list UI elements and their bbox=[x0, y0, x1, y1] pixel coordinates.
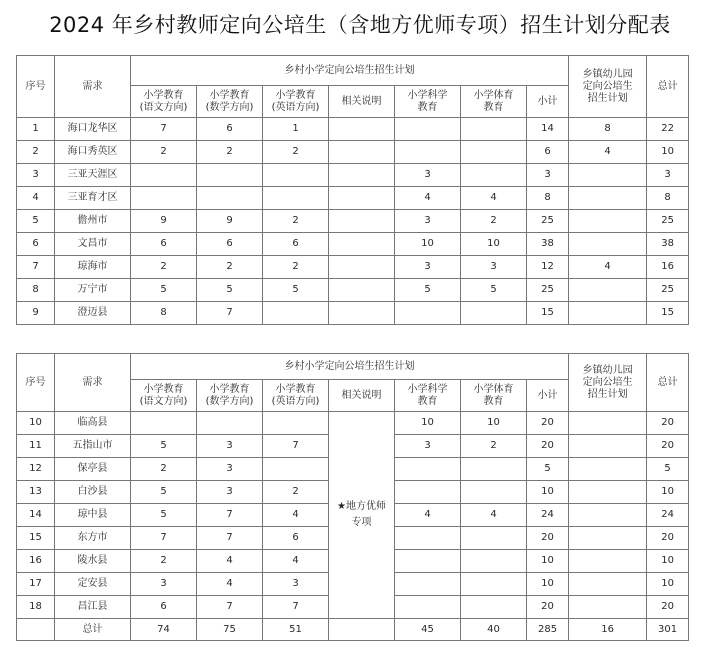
cell-math: 4 bbox=[197, 550, 263, 573]
cell-kg bbox=[569, 596, 647, 619]
cell-notes bbox=[329, 141, 395, 164]
cell-science: 4 bbox=[395, 504, 461, 527]
row-region: 澄迈县 bbox=[55, 302, 131, 325]
table-row bbox=[17, 279, 689, 302]
cell-kg bbox=[569, 550, 647, 573]
row-region: 万宁市 bbox=[55, 279, 131, 302]
cell-english: 7 bbox=[263, 435, 329, 458]
header-chinese: 小学教育 (语文方向) bbox=[131, 86, 197, 118]
cell-notes bbox=[329, 164, 395, 187]
cell-math bbox=[197, 164, 263, 187]
table1-body bbox=[17, 118, 689, 325]
header-math: 小学教育 (数学方向) bbox=[197, 380, 263, 412]
cell-english: 2 bbox=[263, 210, 329, 233]
cell-subtotal: 8 bbox=[527, 187, 569, 210]
cell-science bbox=[395, 481, 461, 504]
table-row bbox=[17, 256, 689, 279]
cell-english: 2 bbox=[263, 481, 329, 504]
cell-english: 5 bbox=[263, 279, 329, 302]
row-seq: 16 bbox=[17, 550, 55, 573]
header-english: 小学教育 (英语方向) bbox=[263, 380, 329, 412]
cell-science bbox=[395, 118, 461, 141]
cell-chinese: 7 bbox=[131, 527, 197, 550]
row-region: 定安县 bbox=[55, 573, 131, 596]
cell-english: 6 bbox=[263, 527, 329, 550]
cell-total: 3 bbox=[647, 164, 689, 187]
cell-science bbox=[395, 141, 461, 164]
header-kindergarten: 乡镇幼儿园 定向公培生 招生计划 bbox=[569, 56, 647, 118]
header-math: 小学教育 (数学方向) bbox=[197, 86, 263, 118]
cell-chinese: 6 bbox=[131, 233, 197, 256]
row-seq: 6 bbox=[17, 233, 55, 256]
row-region: 东方市 bbox=[55, 527, 131, 550]
cell-chinese: 2 bbox=[131, 141, 197, 164]
cell-notes bbox=[329, 118, 395, 141]
row-region: 琼中县 bbox=[55, 504, 131, 527]
cell-science bbox=[395, 527, 461, 550]
cell-english bbox=[263, 458, 329, 481]
row-region: 白沙县 bbox=[55, 481, 131, 504]
total-pe: 40 bbox=[461, 619, 527, 641]
cell-math: 4 bbox=[197, 573, 263, 596]
row-seq: 8 bbox=[17, 279, 55, 302]
allocation-table-part-1 bbox=[16, 55, 689, 325]
cell-math: 3 bbox=[197, 458, 263, 481]
cell-total: 20 bbox=[647, 527, 689, 550]
cell-science bbox=[395, 596, 461, 619]
cell-total: 8 bbox=[647, 187, 689, 210]
cell-subtotal: 20 bbox=[527, 527, 569, 550]
cell-total: 20 bbox=[647, 596, 689, 619]
cell-subtotal: 25 bbox=[527, 210, 569, 233]
cell-total: 16 bbox=[647, 256, 689, 279]
row-seq: 15 bbox=[17, 527, 55, 550]
header-rural-primary: 乡村小学定向公培生招生计划 bbox=[131, 354, 569, 380]
cell-kg bbox=[569, 187, 647, 210]
cell-chinese: 2 bbox=[131, 256, 197, 279]
cell-kg: 4 bbox=[569, 141, 647, 164]
cell-notes bbox=[329, 302, 395, 325]
row-region: 陵水县 bbox=[55, 550, 131, 573]
cell-math: 3 bbox=[197, 435, 263, 458]
cell-total: 25 bbox=[647, 210, 689, 233]
cell-subtotal: 10 bbox=[527, 573, 569, 596]
cell-pe bbox=[461, 118, 527, 141]
header-seq: 序号 bbox=[17, 354, 55, 412]
cell-total: 15 bbox=[647, 302, 689, 325]
cell-pe: 2 bbox=[461, 435, 527, 458]
cell-math: 2 bbox=[197, 256, 263, 279]
cell-english: 4 bbox=[263, 504, 329, 527]
cell-chinese: 6 bbox=[131, 596, 197, 619]
cell-total: 10 bbox=[647, 573, 689, 596]
row-region: 儋州市 bbox=[55, 210, 131, 233]
cell-total: 5 bbox=[647, 458, 689, 481]
cell-chinese bbox=[131, 412, 197, 435]
cell-pe bbox=[461, 141, 527, 164]
cell-science: 10 bbox=[395, 412, 461, 435]
cell-kg bbox=[569, 435, 647, 458]
local-teacher-note: ★地方优师 专项 bbox=[329, 412, 395, 619]
cell-subtotal: 20 bbox=[527, 435, 569, 458]
total-notes bbox=[329, 619, 395, 641]
header-english: 小学教育 (英语方向) bbox=[263, 86, 329, 118]
header-chinese: 小学教育 (语文方向) bbox=[131, 380, 197, 412]
cell-math: 5 bbox=[197, 279, 263, 302]
table2-body bbox=[17, 412, 689, 641]
cell-science: 3 bbox=[395, 256, 461, 279]
cell-subtotal: 38 bbox=[527, 233, 569, 256]
cell-math: 9 bbox=[197, 210, 263, 233]
cell-math: 7 bbox=[197, 504, 263, 527]
row-region: 三亚天涯区 bbox=[55, 164, 131, 187]
cell-subtotal: 6 bbox=[527, 141, 569, 164]
cell-pe: 4 bbox=[461, 504, 527, 527]
cell-kg bbox=[569, 210, 647, 233]
cell-science: 4 bbox=[395, 187, 461, 210]
cell-science bbox=[395, 458, 461, 481]
cell-total: 22 bbox=[647, 118, 689, 141]
row-region: 临高县 bbox=[55, 412, 131, 435]
row-seq: 2 bbox=[17, 141, 55, 164]
header-pe: 小学体育 教育 bbox=[461, 86, 527, 118]
cell-notes bbox=[329, 210, 395, 233]
cell-subtotal: 14 bbox=[527, 118, 569, 141]
cell-pe bbox=[461, 302, 527, 325]
row-seq: 9 bbox=[17, 302, 55, 325]
table-row bbox=[17, 118, 689, 141]
cell-kg: 4 bbox=[569, 256, 647, 279]
cell-math: 7 bbox=[197, 302, 263, 325]
cell-english bbox=[263, 187, 329, 210]
cell-kg bbox=[569, 279, 647, 302]
cell-total: 24 bbox=[647, 504, 689, 527]
cell-english: 2 bbox=[263, 256, 329, 279]
cell-chinese bbox=[131, 164, 197, 187]
row-region: 三亚育才区 bbox=[55, 187, 131, 210]
row-region: 琼海市 bbox=[55, 256, 131, 279]
cell-english bbox=[263, 302, 329, 325]
cell-kg bbox=[569, 302, 647, 325]
total-science: 45 bbox=[395, 619, 461, 641]
cell-pe: 2 bbox=[461, 210, 527, 233]
header-subtotal: 小计 bbox=[527, 380, 569, 412]
cell-subtotal: 10 bbox=[527, 481, 569, 504]
cell-science bbox=[395, 550, 461, 573]
cell-pe bbox=[461, 596, 527, 619]
cell-math: 6 bbox=[197, 118, 263, 141]
cell-chinese: 8 bbox=[131, 302, 197, 325]
cell-total: 10 bbox=[647, 481, 689, 504]
cell-notes bbox=[329, 279, 395, 302]
header-notes: 相关说明 bbox=[329, 380, 395, 412]
cell-notes bbox=[329, 233, 395, 256]
cell-english bbox=[263, 412, 329, 435]
cell-pe bbox=[461, 458, 527, 481]
cell-english: 2 bbox=[263, 141, 329, 164]
cell-subtotal: 5 bbox=[527, 458, 569, 481]
row-seq: 10 bbox=[17, 412, 55, 435]
cell-chinese: 5 bbox=[131, 279, 197, 302]
cell-pe bbox=[461, 481, 527, 504]
cell-kg bbox=[569, 573, 647, 596]
cell-total: 10 bbox=[647, 141, 689, 164]
cell-pe bbox=[461, 573, 527, 596]
cell-science bbox=[395, 302, 461, 325]
cell-kg bbox=[569, 481, 647, 504]
cell-subtotal: 3 bbox=[527, 164, 569, 187]
cell-total: 25 bbox=[647, 279, 689, 302]
total-chinese: 74 bbox=[131, 619, 197, 641]
cell-subtotal: 10 bbox=[527, 550, 569, 573]
cell-chinese: 9 bbox=[131, 210, 197, 233]
totals-seq bbox=[17, 619, 55, 641]
cell-subtotal: 25 bbox=[527, 279, 569, 302]
cell-english: 4 bbox=[263, 550, 329, 573]
header-total: 总计 bbox=[647, 56, 689, 118]
table-row bbox=[17, 164, 689, 187]
cell-pe: 4 bbox=[461, 187, 527, 210]
cell-chinese: 5 bbox=[131, 481, 197, 504]
table-row bbox=[17, 412, 689, 435]
row-region: 海口秀英区 bbox=[55, 141, 131, 164]
allocation-table-part-2 bbox=[16, 353, 689, 641]
cell-math: 3 bbox=[197, 481, 263, 504]
cell-chinese: 5 bbox=[131, 435, 197, 458]
cell-math: 7 bbox=[197, 596, 263, 619]
cell-total: 10 bbox=[647, 550, 689, 573]
table-row bbox=[17, 210, 689, 233]
cell-total: 38 bbox=[647, 233, 689, 256]
cell-english: 1 bbox=[263, 118, 329, 141]
header-seq: 序号 bbox=[17, 56, 55, 118]
header-need: 需求 bbox=[55, 56, 131, 118]
header-need: 需求 bbox=[55, 354, 131, 412]
header-kindergarten: 乡镇幼儿园 定向公培生 招生计划 bbox=[569, 354, 647, 412]
row-seq: 4 bbox=[17, 187, 55, 210]
cell-pe bbox=[461, 550, 527, 573]
header-total: 总计 bbox=[647, 354, 689, 412]
cell-math: 7 bbox=[197, 527, 263, 550]
header-rural-primary: 乡村小学定向公培生招生计划 bbox=[131, 56, 569, 86]
row-seq: 11 bbox=[17, 435, 55, 458]
cell-math: 2 bbox=[197, 141, 263, 164]
cell-subtotal: 12 bbox=[527, 256, 569, 279]
cell-pe bbox=[461, 527, 527, 550]
cell-kg bbox=[569, 504, 647, 527]
total-total: 301 bbox=[647, 619, 689, 641]
row-seq: 13 bbox=[17, 481, 55, 504]
cell-pe: 3 bbox=[461, 256, 527, 279]
row-region: 五指山市 bbox=[55, 435, 131, 458]
cell-pe: 10 bbox=[461, 233, 527, 256]
table-row bbox=[17, 187, 689, 210]
cell-subtotal: 20 bbox=[527, 596, 569, 619]
table-row bbox=[17, 141, 689, 164]
row-region: 海口龙华区 bbox=[55, 118, 131, 141]
row-region: 保亭县 bbox=[55, 458, 131, 481]
cell-science: 3 bbox=[395, 210, 461, 233]
cell-chinese: 2 bbox=[131, 458, 197, 481]
header-pe: 小学体育 教育 bbox=[461, 380, 527, 412]
row-seq: 17 bbox=[17, 573, 55, 596]
cell-total: 20 bbox=[647, 412, 689, 435]
cell-chinese: 2 bbox=[131, 550, 197, 573]
cell-english: 7 bbox=[263, 596, 329, 619]
cell-subtotal: 24 bbox=[527, 504, 569, 527]
total-english: 51 bbox=[263, 619, 329, 641]
cell-kg bbox=[569, 164, 647, 187]
totals-row bbox=[17, 619, 689, 641]
total-math: 75 bbox=[197, 619, 263, 641]
row-seq: 3 bbox=[17, 164, 55, 187]
cell-science bbox=[395, 573, 461, 596]
page-title: 2024 年乡村教师定向公培生（含地方优师专项）招生计划分配表 bbox=[49, 13, 671, 37]
cell-chinese: 7 bbox=[131, 118, 197, 141]
row-seq: 18 bbox=[17, 596, 55, 619]
row-seq: 1 bbox=[17, 118, 55, 141]
cell-chinese: 3 bbox=[131, 573, 197, 596]
cell-science: 3 bbox=[395, 435, 461, 458]
header-science: 小学科学 教育 bbox=[395, 380, 461, 412]
cell-pe bbox=[461, 164, 527, 187]
cell-pe: 10 bbox=[461, 412, 527, 435]
row-seq: 5 bbox=[17, 210, 55, 233]
header-notes: 相关说明 bbox=[329, 86, 395, 118]
cell-math bbox=[197, 412, 263, 435]
cell-kg: 8 bbox=[569, 118, 647, 141]
cell-subtotal: 20 bbox=[527, 412, 569, 435]
cell-english: 6 bbox=[263, 233, 329, 256]
row-seq: 7 bbox=[17, 256, 55, 279]
cell-math: 6 bbox=[197, 233, 263, 256]
total-subtotal: 285 bbox=[527, 619, 569, 641]
header-subtotal: 小计 bbox=[527, 86, 569, 118]
header-science: 小学科学 教育 bbox=[395, 86, 461, 118]
cell-english: 3 bbox=[263, 573, 329, 596]
cell-english bbox=[263, 164, 329, 187]
cell-kg bbox=[569, 527, 647, 550]
cell-notes bbox=[329, 187, 395, 210]
cell-total: 20 bbox=[647, 435, 689, 458]
total-kg: 16 bbox=[569, 619, 647, 641]
cell-kg bbox=[569, 458, 647, 481]
row-region: 昌江县 bbox=[55, 596, 131, 619]
totals-label: 总计 bbox=[55, 619, 131, 641]
cell-chinese bbox=[131, 187, 197, 210]
table-row bbox=[17, 302, 689, 325]
cell-science: 3 bbox=[395, 164, 461, 187]
row-seq: 12 bbox=[17, 458, 55, 481]
cell-chinese: 5 bbox=[131, 504, 197, 527]
cell-kg bbox=[569, 233, 647, 256]
cell-science: 5 bbox=[395, 279, 461, 302]
row-region: 文昌市 bbox=[55, 233, 131, 256]
cell-pe: 5 bbox=[461, 279, 527, 302]
cell-notes bbox=[329, 256, 395, 279]
cell-science: 10 bbox=[395, 233, 461, 256]
row-seq: 14 bbox=[17, 504, 55, 527]
cell-math bbox=[197, 187, 263, 210]
cell-kg bbox=[569, 412, 647, 435]
table-row bbox=[17, 233, 689, 256]
cell-subtotal: 15 bbox=[527, 302, 569, 325]
